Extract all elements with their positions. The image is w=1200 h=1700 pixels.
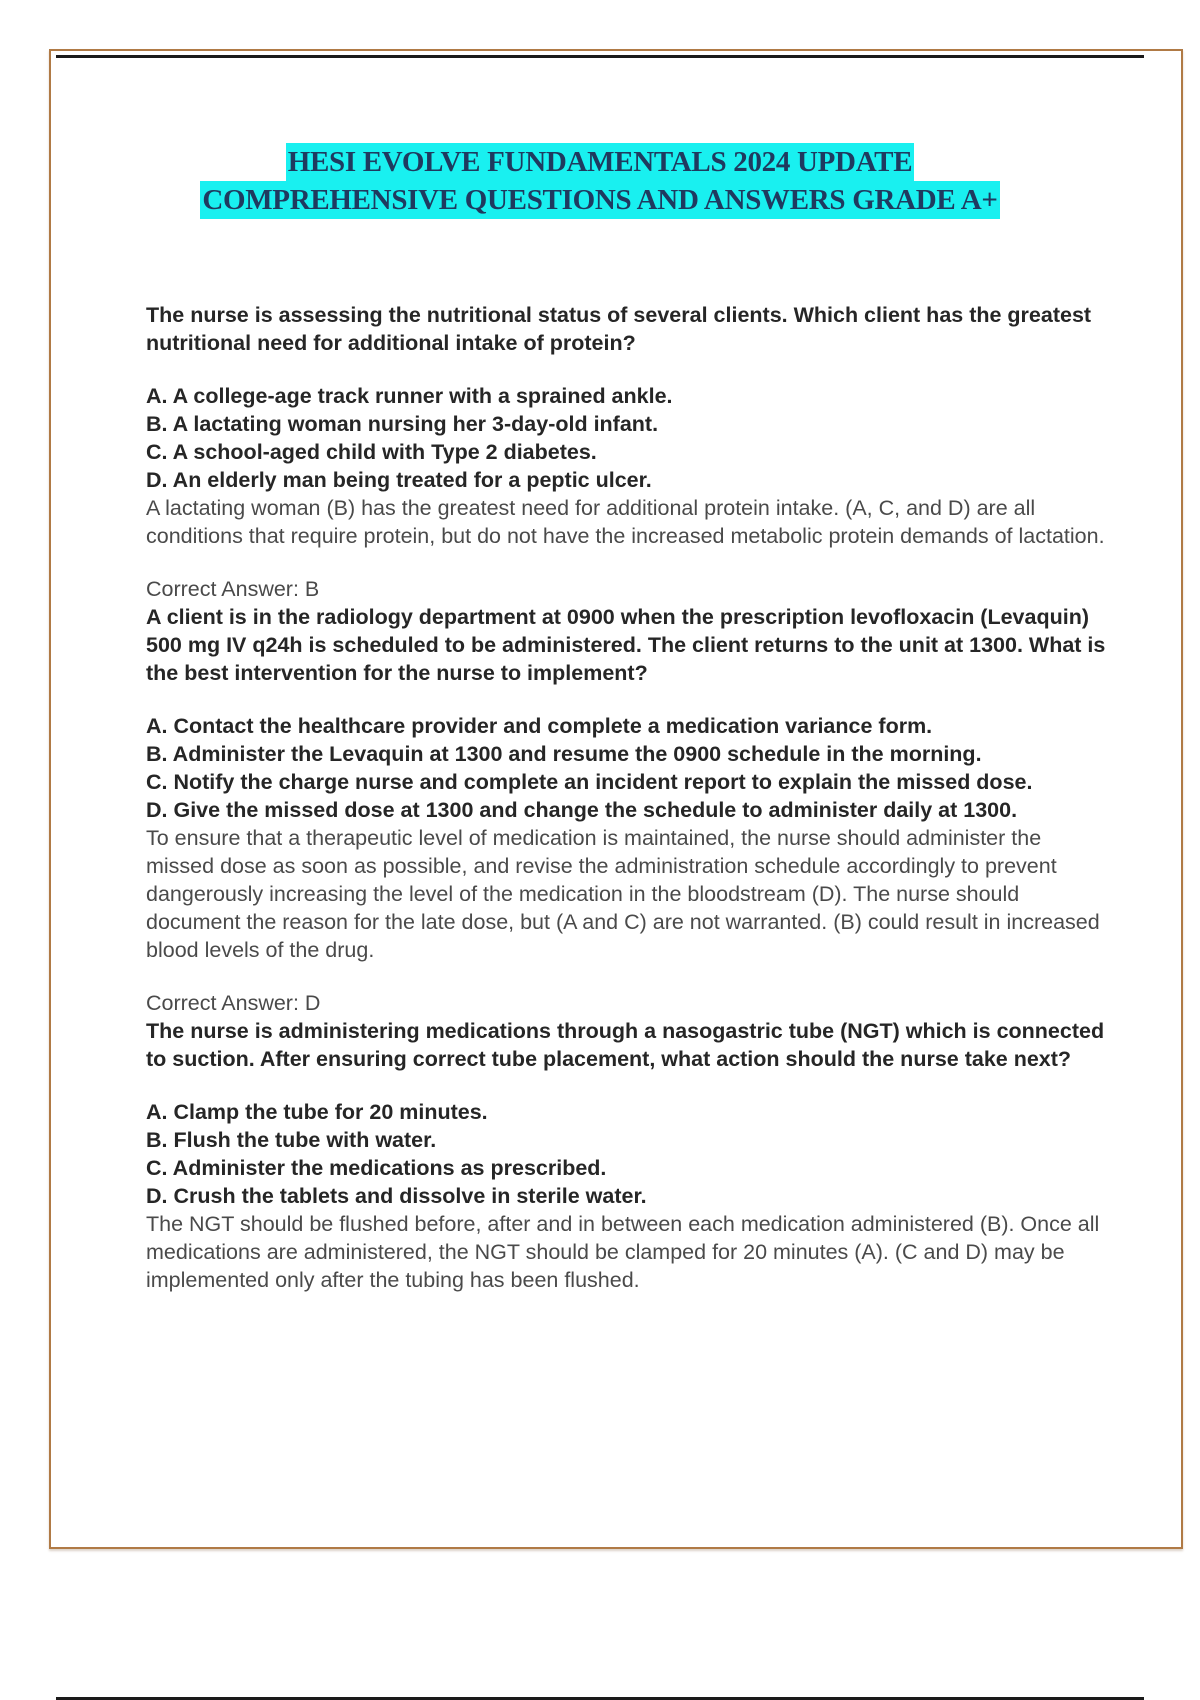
option-c: C. A school-aged child with Type 2 diabetes. — [146, 440, 597, 464]
option-d: D. Crush the tablets and dissolve in sterile water. — [146, 1184, 647, 1208]
title-line-2: COMPREHENSIVE QUESTIONS AND ANSWERS GRADE A+ — [200, 181, 999, 219]
correct-answer: Correct Answer: B — [146, 577, 320, 601]
options-list — [146, 382, 1106, 494]
option-b: B. Flush the tube with water. — [146, 1128, 437, 1152]
option-a: A. Clamp the tube for 20 minutes. — [146, 1100, 488, 1124]
rationale-text: The NGT should be flushed before, after and in between each medication administered (B). Once all medications are administered, the NGT should be clamped for 20 minutes (A). (C and D) may be implemented only after the tubing has been flushed. — [146, 1212, 1100, 1292]
option-d: D. An elderly man being treated for a peptic ulcer. — [146, 468, 652, 492]
option-a: A. Contact the healthcare provider and complete a medication variance form. — [146, 714, 933, 738]
title-line-1: HESI EVOLVE FUNDAMENTALS 2024 UPDATE — [286, 143, 915, 181]
option-c: C. Administer the medications as prescribed. — [146, 1156, 607, 1180]
question-block-2 — [146, 603, 1106, 1017]
rationale-text: A lactating woman (B) has the greatest need for additional protein intake. (A, C, and D) are all conditions that require protein, but do not have the increased metabolic protein demands of lactation. — [146, 496, 1105, 548]
options-list — [146, 1098, 1106, 1210]
option-c: C. Notify the charge nurse and complete an incident report to explain the missed dose. — [146, 770, 1033, 794]
rationale-text: To ensure that a therapeutic level of medication is maintained, the nurse should administer the missed dose as soon as possible, and revise the administration schedule accordingly to prevent dangerously increasing the level of the medication in the bloodstream (D). The nurse should document the reason for the late dose, but (A and C) are not warranted. (B) could result in increased blood levels of the drug. — [146, 826, 1100, 962]
option-a: A. A college-age track runner with a sprained ankle. — [146, 384, 673, 408]
document-body — [146, 301, 1106, 1294]
question-text: The nurse is administering medications through a nasogastric tube (NGT) which is connected to suction. After ensuring correct tube placement, what action should the nurse take next? — [146, 1019, 1105, 1071]
question-text: A client is in the radiology department at 0900 when the prescription levofloxacin (Levaquin) 500 mg IV q24h is scheduled to be administered. The client returns to the unit at 1300. What is the best intervention for the nurse to implement? — [146, 605, 1106, 685]
correct-answer: Correct Answer: D — [146, 991, 321, 1015]
option-b: B. Administer the Levaquin at 1300 and resume the 0900 schedule in the morning. — [146, 742, 982, 766]
question-text: The nurse is assessing the nutritional status of several clients. Which client has the greatest nutritional need for additional intake of protein? — [146, 303, 1092, 355]
options-list — [146, 712, 1106, 824]
question-block-3 — [146, 1017, 1106, 1294]
document-title — [0, 143, 1200, 219]
question-block-1 — [146, 301, 1106, 603]
option-b: B. A lactating woman nursing her 3-day-old infant. — [146, 412, 659, 436]
option-d: D. Give the missed dose at 1300 and change the schedule to administer daily at 1300. — [146, 798, 1018, 822]
